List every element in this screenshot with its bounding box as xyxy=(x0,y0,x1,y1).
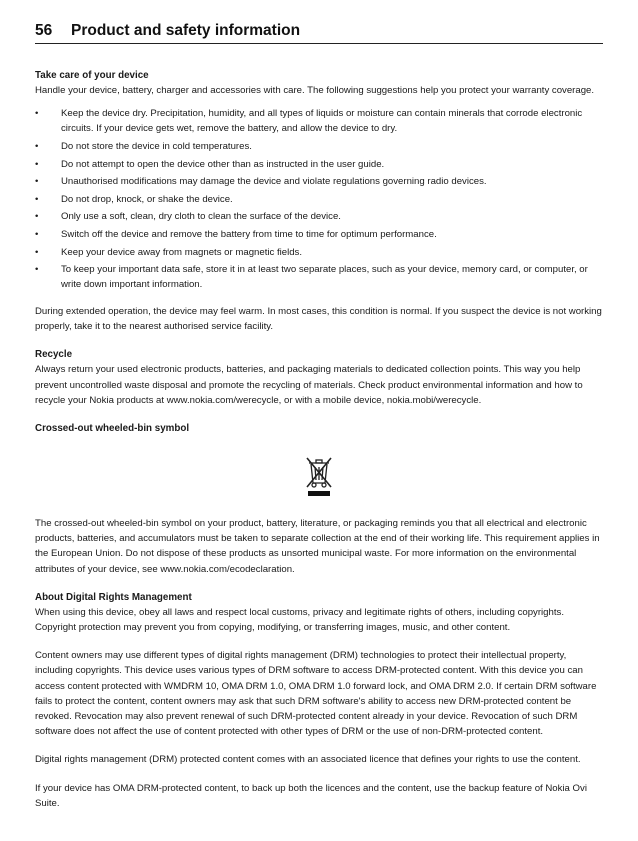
drm-paragraph: Digital rights management (DRM) protected content comes with an associated licence that defines your rights to use the content. xyxy=(35,754,581,766)
page-content xyxy=(35,68,603,811)
care-list xyxy=(35,106,603,292)
care-after: During extended operation, the device may feel warm. In most cases, this condition is normal. If you suspect the device is not working properly, take it to the nearest authorised service facility. xyxy=(35,305,602,333)
list-item: • Do not drop, knock, or shake the device. xyxy=(35,192,603,207)
list-item: • Unauthorised modifications may damage the device and violate regulations governing radio devices. xyxy=(35,174,603,189)
list-item: • Only use a soft, clean, dry cloth to clean the surface of the device. xyxy=(35,209,603,224)
recycle-body: Always return your used electronic products, batteries, and packaging materials to dedicated collection points. This way you help prevent uncontrolled waste disposal and promote the recycling of materials. Check product environmental information and how to recycle your Nokia products at www.nokia.com/werecycle, or with a mobile device, nokia.mobi/werecycle. xyxy=(35,364,583,406)
list-item: • To keep your important data safe, store it in at least two separate places, such as your device, memory card, or computer, or write down important information. xyxy=(35,262,603,292)
page-header xyxy=(35,22,603,44)
drm-paragraph: If your device has OMA DRM-protected content, to back up both the licences and the content, use the backup feature of Nokia Ovi Suite. xyxy=(35,782,587,809)
page-number: 56 xyxy=(35,22,53,39)
page xyxy=(35,22,603,811)
care-intro: Handle your device, battery, charger and accessories with care. The following suggestions help you protect your warranty coverage. xyxy=(35,85,595,96)
care-heading: Take care of your device xyxy=(35,70,149,81)
list-item: • Switch off the device and remove the battery from time to time for optimum performance. xyxy=(35,227,603,242)
recycle-heading: Recycle xyxy=(35,349,73,361)
drm-paragraph: Content owners may use different types of digital rights management (DRM) technologies to protect their intellectual property, including copyrights. This device uses various types of DRM software to access DRM-protected content. With this device you can access content protected with WMDRM 10, OMA DRM 1.0, OMA DRM 1.0 forward lock, and OMA DRM 2.0. If certain DRM software fails to protect the content, content owners may ask that such DRM software's ability to access new DRM-protected content be revoked. Revocation may also prevent renewal of such DRM-protected content already in your device. Revocation of such DRM software does not affect the use of content protected with other types of DRM or the use of non-DRM-protected content. xyxy=(35,650,597,738)
page-title: Product and safety information xyxy=(71,22,301,39)
list-item: • Keep the device dry. Precipitation, humidity, and all types of liquids or moisture can contain minerals that corrode electronic circuits. If your device gets wet, remove the battery, and allow the device to dry. xyxy=(35,106,603,136)
list-item: • Keep your device away from magnets or magnetic fields. xyxy=(35,245,603,260)
bin-body: The crossed-out wheeled-bin symbol on your product, battery, literature, or packaging reminds you that all electrical and electronic products, batteries, and accumulators must be taken to separate collection at the end of their working life. This requirement applies in the European Union. Do not dispose of these products as unsorted municipal waste. For more information on the environmental attributes of your device, see www.nokia.com/ecodeclaration. xyxy=(35,517,600,575)
list-item: • Do not attempt to open the device other than as instructed in the user guide. xyxy=(35,157,603,172)
drm-paragraph: When using this device, obey all laws and respect local customs, privacy and legitimate rights of others, including copyrights. Copyright protection may prevent you from copying, modifying, or transferring images, music, and other content. xyxy=(35,606,564,633)
list-item: • Do not store the device in cold temperatures. xyxy=(35,139,603,154)
bin-heading: Crossed-out wheeled-bin symbol xyxy=(35,422,190,434)
crossed-out-wheeled-bin-icon xyxy=(304,456,334,498)
drm-heading: About Digital Rights Management xyxy=(35,591,192,603)
bin-symbol xyxy=(35,456,603,498)
